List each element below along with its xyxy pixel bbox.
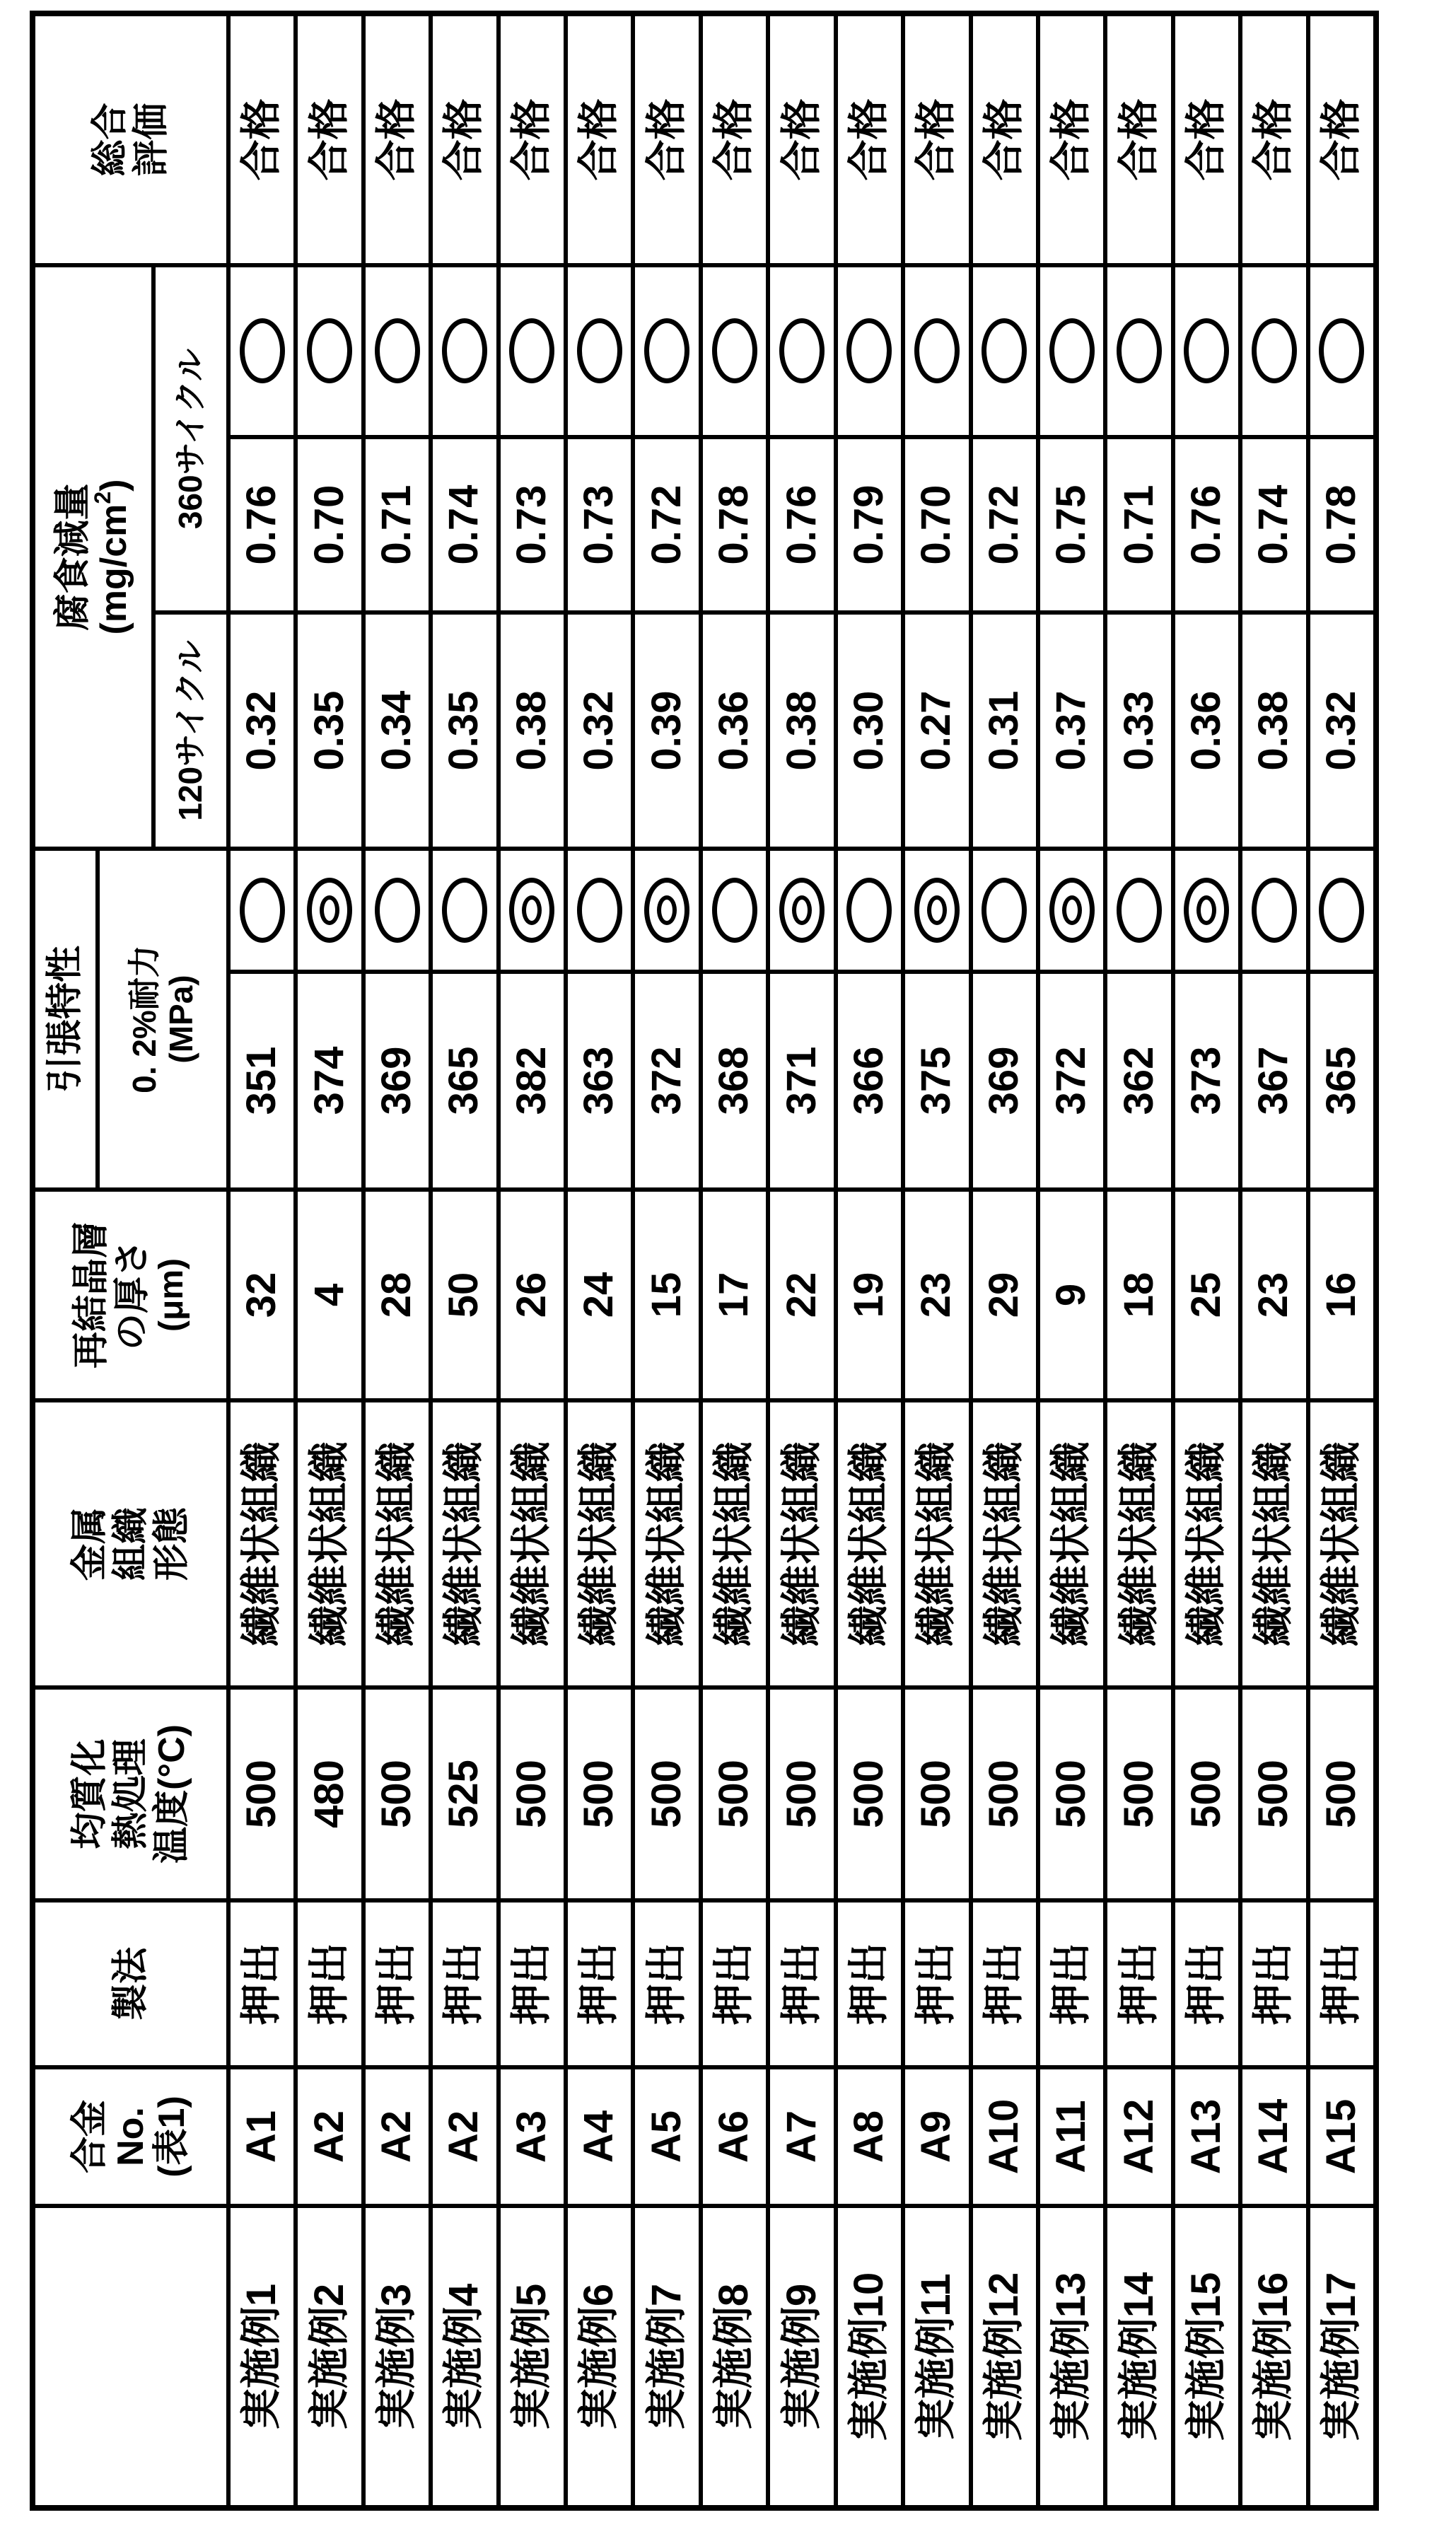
metal-structure-cell: 繊維状組織: [433, 1402, 496, 1685]
proof-stress-cell: 351: [231, 974, 293, 1187]
process-cell: 押出: [905, 1902, 968, 2065]
header-corrosion-title: 腐食減量: [52, 483, 93, 631]
header-homog-line2: 熱処理: [110, 1738, 151, 1849]
circle-mark: [1117, 319, 1162, 384]
corrosion-360-cell: 0.74: [1242, 439, 1305, 610]
process-cell: 押出: [1107, 1902, 1170, 2065]
corrosion-120-cell: 0.35: [433, 615, 496, 847]
proof-stress-cell: 369: [973, 974, 1036, 1187]
double-circle-inner: [927, 895, 947, 925]
header-alloy-line1: 合金: [69, 2100, 110, 2174]
corrosion-120-cell: 0.38: [501, 615, 564, 847]
homogenization-temp-cell: 500: [635, 1690, 698, 1898]
alloy-no-cell: A4: [568, 2069, 631, 2204]
proof-stress-rating-cell: [973, 851, 1036, 970]
process-cell: 押出: [1175, 1902, 1238, 2065]
double-circle-mark: [914, 878, 960, 943]
alloy-no-cell: A11: [1040, 2069, 1103, 2204]
header-corrosion-unit-prefix: (mg/cm: [93, 504, 134, 635]
corrosion-120-cell: 0.32: [568, 615, 631, 847]
double-circle-inner: [657, 895, 677, 925]
proof-stress-cell: 372: [1040, 974, 1103, 1187]
circle-mark: [712, 878, 757, 943]
circle-mark: [1319, 319, 1364, 384]
header-corrosion-group: [35, 267, 151, 847]
metal-structure-cell: 繊維状組織: [703, 1402, 766, 1685]
header-alloy-line2: No.: [110, 2107, 151, 2166]
row-label-cell: 実施例13: [1040, 2208, 1103, 2505]
homogenization-temp-cell: 500: [703, 1690, 766, 1898]
corrosion-360-cell: 0.73: [568, 439, 631, 610]
proof-stress-cell: 362: [1107, 974, 1170, 1187]
corrosion-120-cell: 0.33: [1107, 615, 1170, 847]
alloy-no-cell: A2: [366, 2069, 429, 2204]
alloy-no-cell: A10: [973, 2069, 1036, 2204]
corrosion-120-cell: 0.31: [973, 615, 1036, 847]
corrosion-rating-cell: [770, 267, 833, 435]
overall-evaluation-cell: 合格: [1310, 16, 1373, 263]
metal-structure-cell: 繊維状組織: [568, 1402, 631, 1685]
header-structure-line3: 形態: [151, 1507, 193, 1581]
metal-structure-cell: 繊維状組織: [770, 1402, 833, 1685]
recrystallized-thickness-cell: 23: [1242, 1192, 1305, 1398]
circle-mark: [442, 878, 487, 943]
corrosion-120-cell: 0.27: [905, 615, 968, 847]
proof-stress-rating-cell: [568, 851, 631, 970]
proof-stress-cell: 365: [433, 974, 496, 1187]
header-recryst-line2: の厚さ: [112, 1240, 153, 1351]
process-cell: 押出: [635, 1902, 698, 2065]
circle-mark: [1319, 878, 1364, 943]
circle-mark: [1049, 319, 1095, 384]
row-label-cell: 実施例17: [1310, 2208, 1373, 2505]
proof-stress-rating-cell: [770, 851, 833, 970]
metal-structure-cell: 繊維状組織: [366, 1402, 429, 1685]
header-overall-evaluation: [35, 16, 226, 263]
recrystallized-thickness-cell: 19: [838, 1192, 901, 1398]
double-circle-mark: [779, 878, 825, 943]
proof-stress-rating-cell: [1107, 851, 1170, 970]
corrosion-360-cell: 0.76: [770, 439, 833, 610]
double-circle-mark: [307, 878, 352, 943]
corrosion-120-cell: 0.34: [366, 615, 429, 847]
circle-mark: [779, 319, 825, 384]
corrosion-rating-cell: [905, 267, 968, 435]
circle-mark: [846, 878, 892, 943]
results-table: [30, 11, 1379, 2511]
header-alloy-no: [35, 2069, 226, 2204]
corrosion-360-cell: 0.73: [501, 439, 564, 610]
proof-stress-cell: 369: [366, 974, 429, 1187]
double-circle-inner: [1062, 895, 1082, 925]
metal-structure-cell: 繊維状組織: [1310, 1402, 1373, 1685]
process-cell: 押出: [501, 1902, 564, 2065]
metal-structure-cell: 繊維状組織: [1175, 1402, 1238, 1685]
circle-mark: [375, 319, 420, 384]
metal-structure-cell: 繊維状組織: [501, 1402, 564, 1685]
corrosion-360-cell: 0.78: [1310, 439, 1373, 610]
homogenization-temp-cell: 500: [1310, 1690, 1373, 1898]
header-process: 製法: [35, 1902, 226, 2065]
metal-structure-cell: 繊維状組織: [635, 1402, 698, 1685]
corrosion-360-cell: 0.71: [1107, 439, 1170, 610]
circle-mark: [982, 878, 1027, 943]
header-metal-structure: [35, 1402, 226, 1685]
alloy-no-cell: A13: [1175, 2069, 1238, 2204]
overall-evaluation-cell: 合格: [838, 16, 901, 263]
corrosion-rating-cell: [1040, 267, 1103, 435]
metal-structure-cell: 繊維状組織: [838, 1402, 901, 1685]
process-cell: 押出: [973, 1902, 1036, 2065]
corrosion-360-cell: 0.71: [366, 439, 429, 610]
homogenization-temp-cell: 500: [366, 1690, 429, 1898]
homogenization-temp-cell: 525: [433, 1690, 496, 1898]
homogenization-temp-cell: 480: [298, 1690, 361, 1898]
alloy-no-cell: A15: [1310, 2069, 1373, 2204]
row-label-cell: 実施例10: [838, 2208, 901, 2505]
overall-evaluation-cell: 合格: [770, 16, 833, 263]
process-cell: 押出: [298, 1902, 361, 2065]
proof-stress-cell: 372: [635, 974, 698, 1187]
homogenization-temp-cell: 500: [973, 1690, 1036, 1898]
row-label-cell: 実施例15: [1175, 2208, 1238, 2505]
overall-evaluation-cell: 合格: [1242, 16, 1305, 263]
header-proof-stress-line2: (MPa): [162, 975, 199, 1064]
circle-mark: [509, 319, 554, 384]
recrystallized-thickness-cell: 9: [1040, 1192, 1103, 1398]
header-corrosion-unit-suffix: ): [93, 479, 134, 492]
circle-mark: [644, 319, 689, 384]
proof-stress-rating-cell: [231, 851, 293, 970]
circle-mark: [375, 878, 420, 943]
circle-mark: [914, 319, 960, 384]
proof-stress-cell: 366: [838, 974, 901, 1187]
corrosion-360-cell: 0.70: [905, 439, 968, 610]
header-corrosion-unit-sup: 2: [90, 491, 115, 504]
corrosion-120-cell: 0.36: [1175, 615, 1238, 847]
circle-mark: [1117, 878, 1162, 943]
proof-stress-rating-cell: [1040, 851, 1103, 970]
homogenization-temp-cell: 500: [231, 1690, 293, 1898]
row-label-cell: 実施例5: [501, 2208, 564, 2505]
recrystallized-thickness-cell: 17: [703, 1192, 766, 1398]
recrystallized-thickness-cell: 29: [973, 1192, 1036, 1398]
overall-evaluation-cell: 合格: [703, 16, 766, 263]
process-cell: 押出: [1040, 1902, 1103, 2065]
corrosion-rating-cell: [568, 267, 631, 435]
proof-stress-rating-cell: [905, 851, 968, 970]
process-cell: 押出: [1242, 1902, 1305, 2065]
circle-mark: [240, 319, 285, 384]
metal-structure-cell: 繊維状組織: [973, 1402, 1036, 1685]
process-cell: 押出: [231, 1902, 293, 2065]
proof-stress-rating-cell: [1175, 851, 1238, 970]
proof-stress-cell: 373: [1175, 974, 1238, 1187]
corrosion-rating-cell: [298, 267, 361, 435]
corrosion-360-cell: 0.72: [973, 439, 1036, 610]
circle-mark: [240, 878, 285, 943]
proof-stress-rating-cell: [1310, 851, 1373, 970]
circle-mark: [1184, 319, 1229, 384]
proof-stress-rating-cell: [501, 851, 564, 970]
recrystallized-thickness-cell: 4: [298, 1192, 361, 1398]
recrystallized-thickness-cell: 23: [905, 1192, 968, 1398]
proof-stress-cell: 365: [1310, 974, 1373, 1187]
header-recrystallized-thickness: [35, 1192, 226, 1398]
proof-stress-cell: 371: [770, 974, 833, 1187]
proof-stress-rating-cell: [298, 851, 361, 970]
circle-mark: [712, 319, 757, 384]
overall-evaluation-cell: 合格: [298, 16, 361, 263]
proof-stress-rating-cell: [433, 851, 496, 970]
corrosion-120-cell: 0.32: [231, 615, 293, 847]
row-label-cell: 実施例2: [298, 2208, 361, 2505]
alloy-no-cell: A7: [770, 2069, 833, 2204]
corrosion-rating-cell: [1175, 267, 1238, 435]
row-label-cell: 実施例11: [905, 2208, 968, 2505]
corrosion-360-cell: 0.79: [838, 439, 901, 610]
header-structure-line2: 組織: [110, 1507, 151, 1581]
corrosion-rating-cell: [1310, 267, 1373, 435]
metal-structure-cell: 繊維状組織: [1107, 1402, 1170, 1685]
homogenization-temp-cell: 500: [838, 1690, 901, 1898]
process-cell: 押出: [838, 1902, 901, 2065]
proof-stress-cell: 374: [298, 974, 361, 1187]
proof-stress-cell: 382: [501, 974, 564, 1187]
corrosion-360-cell: 0.78: [703, 439, 766, 610]
homogenization-temp-cell: 500: [770, 1690, 833, 1898]
header-overall-line2: 評価: [131, 103, 172, 177]
proof-stress-cell: 367: [1242, 974, 1305, 1187]
proof-stress-rating-cell: [838, 851, 901, 970]
row-label-cell: 実施例7: [635, 2208, 698, 2505]
recrystallized-thickness-cell: 50: [433, 1192, 496, 1398]
homogenization-temp-cell: 500: [1107, 1690, 1170, 1898]
overall-evaluation-cell: 合格: [1040, 16, 1103, 263]
header-homog-line3: 温度(°C): [151, 1724, 193, 1864]
corrosion-rating-cell: [433, 267, 496, 435]
corrosion-120-cell: 0.35: [298, 615, 361, 847]
process-cell: 押出: [568, 1902, 631, 2065]
alloy-no-cell: A2: [298, 2069, 361, 2204]
header-proof-stress: [100, 851, 226, 1187]
homogenization-temp-cell: 500: [501, 1690, 564, 1898]
corrosion-120-cell: 0.38: [770, 615, 833, 847]
process-cell: 押出: [703, 1902, 766, 2065]
recrystallized-thickness-cell: 16: [1310, 1192, 1373, 1398]
alloy-no-cell: A1: [231, 2069, 293, 2204]
proof-stress-rating-cell: [703, 851, 766, 970]
corrosion-rating-cell: [703, 267, 766, 435]
alloy-no-cell: A3: [501, 2069, 564, 2204]
corrosion-rating-cell: [501, 267, 564, 435]
corrosion-rating-cell: [1242, 267, 1305, 435]
overall-evaluation-cell: 合格: [231, 16, 293, 263]
header-recryst-line3: (μm): [153, 1258, 191, 1332]
overall-evaluation-cell: 合格: [366, 16, 429, 263]
corrosion-120-cell: 0.37: [1040, 615, 1103, 847]
corrosion-360-cell: 0.72: [635, 439, 698, 610]
alloy-no-cell: A2: [433, 2069, 496, 2204]
metal-structure-cell: 繊維状組織: [231, 1402, 293, 1685]
metal-structure-cell: 繊維状組織: [1242, 1402, 1305, 1685]
double-circle-mark: [1184, 878, 1229, 943]
corrosion-rating-cell: [635, 267, 698, 435]
homogenization-temp-cell: 500: [568, 1690, 631, 1898]
overall-evaluation-cell: 合格: [501, 16, 564, 263]
recrystallized-thickness-cell: 25: [1175, 1192, 1238, 1398]
header-cycle-120: 120サイクル: [156, 615, 226, 847]
overall-evaluation-cell: 合格: [433, 16, 496, 263]
header-corrosion-unit: [90, 479, 134, 635]
row-label-cell: 実施例12: [973, 2208, 1036, 2505]
metal-structure-cell: 繊維状組織: [1040, 1402, 1103, 1685]
circle-mark: [307, 319, 352, 384]
row-label-cell: 実施例14: [1107, 2208, 1170, 2505]
process-cell: 押出: [366, 1902, 429, 2065]
corrosion-120-cell: 0.39: [635, 615, 698, 847]
row-label-cell: 実施例16: [1242, 2208, 1305, 2505]
alloy-no-cell: A14: [1242, 2069, 1305, 2204]
row-label-cell: 実施例4: [433, 2208, 496, 2505]
metal-structure-cell: 繊維状組織: [298, 1402, 361, 1685]
circle-mark: [1252, 319, 1297, 384]
row-label-cell: 実施例6: [568, 2208, 631, 2505]
circle-mark: [577, 878, 622, 943]
process-cell: 押出: [1310, 1902, 1373, 2065]
overall-evaluation-cell: 合格: [973, 16, 1036, 263]
header-proof-stress-line1: 0. 2%耐力: [125, 945, 163, 1093]
header-row-label-blank: [35, 2208, 226, 2505]
corrosion-120-cell: 0.32: [1310, 615, 1373, 847]
corrosion-360-cell: 0.76: [231, 439, 293, 610]
proof-stress-cell: 375: [905, 974, 968, 1187]
double-circle-mark: [509, 878, 554, 943]
homogenization-temp-cell: 500: [1040, 1690, 1103, 1898]
corrosion-120-cell: 0.38: [1242, 615, 1305, 847]
alloy-no-cell: A8: [838, 2069, 901, 2204]
proof-stress-rating-cell: [366, 851, 429, 970]
header-cycle-360: 360サイクル: [156, 267, 226, 610]
circle-mark: [1252, 878, 1297, 943]
double-circle-mark: [1049, 878, 1095, 943]
circle-mark: [982, 319, 1027, 384]
homogenization-temp-cell: 500: [1175, 1690, 1238, 1898]
row-label-cell: 実施例8: [703, 2208, 766, 2505]
double-circle-inner: [320, 895, 339, 925]
recrystallized-thickness-cell: 15: [635, 1192, 698, 1398]
corrosion-120-cell: 0.30: [838, 615, 901, 847]
double-circle-mark: [644, 878, 689, 943]
corrosion-rating-cell: [973, 267, 1036, 435]
recrystallized-thickness-cell: 18: [1107, 1192, 1170, 1398]
recrystallized-thickness-cell: 28: [366, 1192, 429, 1398]
recrystallized-thickness-cell: 26: [501, 1192, 564, 1398]
header-structure-line1: 金属: [69, 1507, 110, 1581]
header-alloy-line3: (表1): [151, 2096, 193, 2178]
corrosion-rating-cell: [366, 267, 429, 435]
circle-mark: [442, 319, 487, 384]
overall-evaluation-cell: 合格: [905, 16, 968, 263]
alloy-no-cell: A5: [635, 2069, 698, 2204]
alloy-no-cell: A6: [703, 2069, 766, 2204]
double-circle-inner: [792, 895, 812, 925]
header-tensile-group: 引張特性: [35, 851, 95, 1187]
overall-evaluation-cell: 合格: [1107, 16, 1170, 263]
header-overall-line1: 総合: [89, 103, 131, 177]
corrosion-rating-cell: [1107, 267, 1170, 435]
header-homogenization-temp: [35, 1690, 226, 1898]
header-homog-line1: 均質化: [69, 1738, 110, 1849]
corrosion-360-cell: 0.74: [433, 439, 496, 610]
overall-evaluation-cell: 合格: [568, 16, 631, 263]
recrystallized-thickness-cell: 24: [568, 1192, 631, 1398]
rotated-table-sheet: [30, 11, 1379, 2511]
corrosion-rating-cell: [838, 267, 901, 435]
process-cell: 押出: [770, 1902, 833, 2065]
overall-evaluation-cell: 合格: [635, 16, 698, 263]
corrosion-rating-cell: [231, 267, 293, 435]
row-label-cell: 実施例9: [770, 2208, 833, 2505]
overall-evaluation-cell: 合格: [1175, 16, 1238, 263]
header-recryst-line1: 再結晶層: [70, 1221, 112, 1369]
alloy-no-cell: A9: [905, 2069, 968, 2204]
proof-stress-rating-cell: [635, 851, 698, 970]
homogenization-temp-cell: 500: [905, 1690, 968, 1898]
proof-stress-cell: 363: [568, 974, 631, 1187]
row-label-cell: 実施例3: [366, 2208, 429, 2505]
proof-stress-cell: 368: [703, 974, 766, 1187]
recrystallized-thickness-cell: 22: [770, 1192, 833, 1398]
row-label-cell: 実施例1: [231, 2208, 293, 2505]
corrosion-360-cell: 0.75: [1040, 439, 1103, 610]
recrystallized-thickness-cell: 32: [231, 1192, 293, 1398]
double-circle-inner: [1196, 895, 1216, 925]
alloy-no-cell: A12: [1107, 2069, 1170, 2204]
circle-mark: [846, 319, 892, 384]
proof-stress-rating-cell: [1242, 851, 1305, 970]
circle-mark: [577, 319, 622, 384]
corrosion-360-cell: 0.76: [1175, 439, 1238, 610]
homogenization-temp-cell: 500: [1242, 1690, 1305, 1898]
process-cell: 押出: [433, 1902, 496, 2065]
corrosion-360-cell: 0.70: [298, 439, 361, 610]
metal-structure-cell: 繊維状組織: [905, 1402, 968, 1685]
corrosion-120-cell: 0.36: [703, 615, 766, 847]
double-circle-inner: [522, 895, 542, 925]
